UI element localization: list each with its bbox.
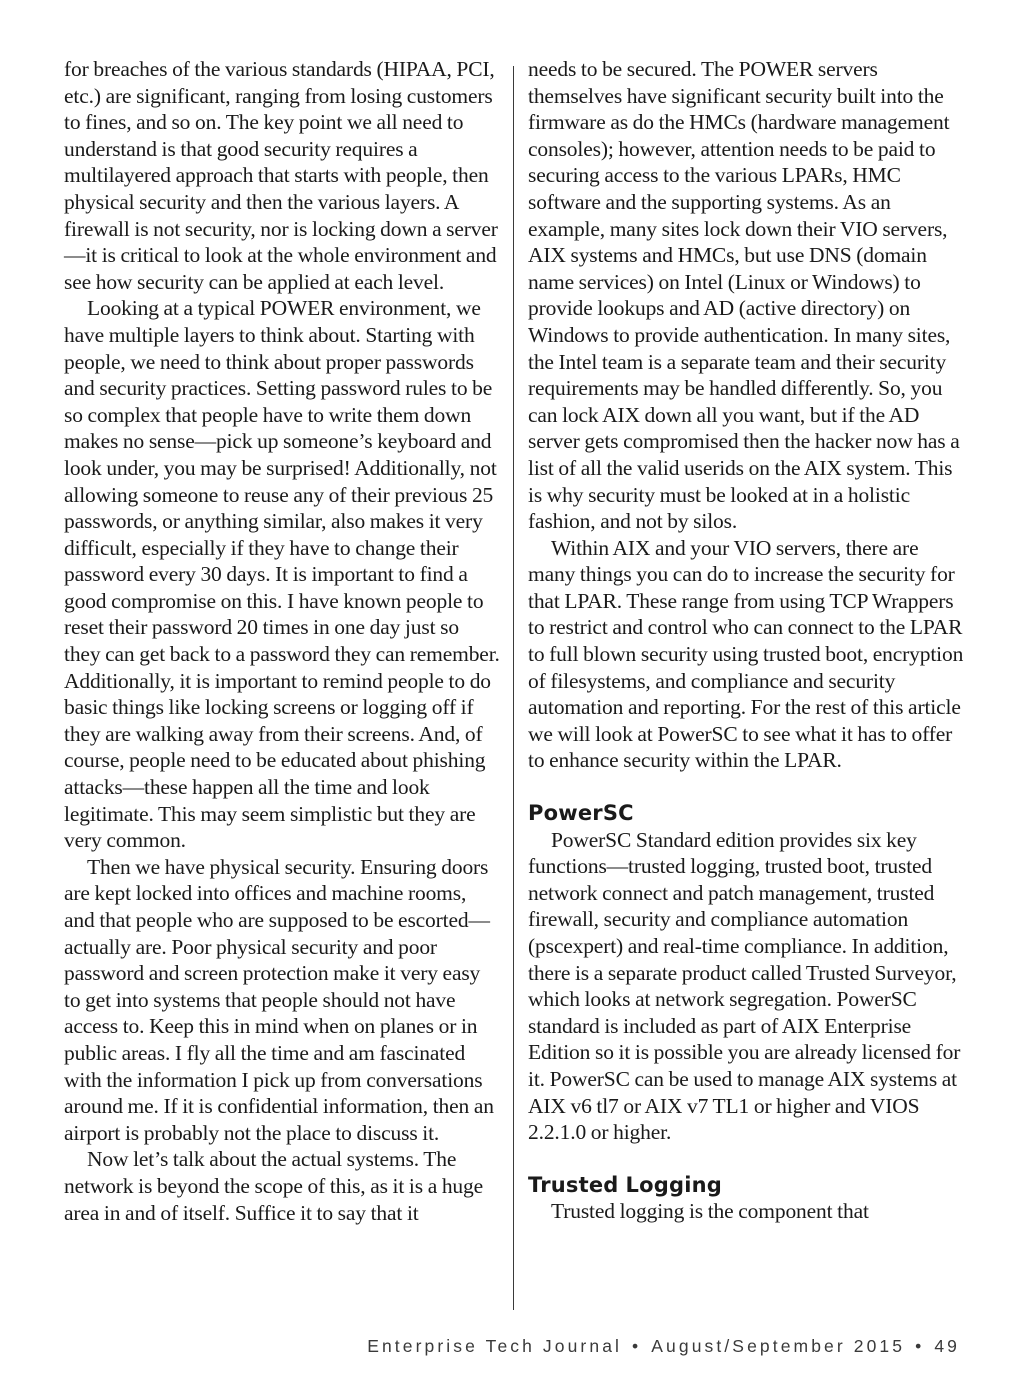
body-paragraph: Now let’s talk about the actual systems. The network is beyond the scope of this, as it is a huge area in and of itself. Suffice it to say that it xyxy=(64,1147,484,1225)
bullet-separator: • xyxy=(632,1336,642,1356)
left-column xyxy=(64,56,500,1226)
bullet-separator: • xyxy=(915,1336,925,1356)
right-column xyxy=(528,56,970,1225)
section-heading-trusted-logging: Trusted Logging xyxy=(528,1172,723,1197)
column-divider xyxy=(513,66,514,1310)
body-paragraph: Within AIX and your VIO servers, there are many things you can do to increase the security for that LPAR. These range from using TCP Wrappers to restrict and control who can connect to the LPAR to full blown security using trusted boot, encryption of filesystems, and compliance and security automation and reporting. For the rest of this article we will look at PowerSC to see what it has to offer to enhance security within the LPAR. xyxy=(528,535,964,773)
body-paragraph: Then we have physical security. Ensuring doors are kept locked into offices and machine rooms, and that people who are supposed to be escorted—actually are. Poor physical security and poor password and screen protection make it very easy to get into systems that people should not have access to. Keep this in mind when on planes or in public areas. I fly all the time and am fascinated with the information I pick up from conversations around me. If it is confidential information, then an airport is probably not the place to discuss it. xyxy=(64,854,494,1145)
section-spacer xyxy=(528,1146,970,1172)
body-paragraph: PowerSC Standard edition provides six key functions—trusted logging, trusted boot, trusted network connect and patch management, trusted firewall, security and compliance automation (pscexpert) and real-time compliance. In addition, there is a separate product called Trusted Surveyor, which looks at network segregation. PowerSC standard is included as part of AIX Enterprise Edition so it is possible you are already licensed for it. PowerSC can be used to manage AIX systems at AIX v6 tl7 or AIX v7 TL1 or higher and VIOS 2.2.1.0 or higher. xyxy=(528,827,961,1145)
body-paragraph: needs to be secured. The POWER servers themselves have significant security built into the firmware as do the HMCs (hardware management consoles); however, attention needs to be paid to securing access to the various LPARs, HMC software and the supporting systems. As an example, many sites lock down their VIO servers, AIX systems and HMCs, but use DNS (domain name services) on Intel (Linux or Windows) to provide lookups and AD (active directory) on Windows to provide authentication. In many sites, the Intel team is a separate team and their security requirements may be handled differently. So, you can lock AIX down all you want, but if the AD server gets compromised then the hacker now has a list of all the valid userids on the AIX system. This is why security must be looked at in a holistic fashion, and not by silos. xyxy=(528,57,960,534)
body-paragraph: Trusted logging is the component that xyxy=(551,1199,869,1224)
section-heading-powersc: PowerSC xyxy=(528,801,634,826)
page-footer xyxy=(367,1336,960,1357)
section-spacer xyxy=(528,774,970,800)
publication-name: Enterprise Tech Journal xyxy=(367,1336,623,1356)
issue-date: August/September 2015 xyxy=(651,1336,906,1356)
body-paragraph: for breaches of the various standards (HIPAA, PCI, etc.) are significant, ranging from losing customers to fines, and so on. The key point we all need to understand is that good security requires a multilayered approach that starts with people, then physical security and then the various layers. A firewall is not security, nor is locking down a server—it is critical to look at the whole environment and see how security can be applied at each level. xyxy=(64,57,498,294)
page-number: 49 xyxy=(934,1336,960,1356)
body-paragraph: Looking at a typical POWER environment, we have multiple layers to think about. Starting with people, we need to think about proper passwords and security practices. Setting password rules to be so complex that people have to write them down makes no sense—pick up someone’s keyboard and look under, you may be surprised! Additionally, not allowing someone to reuse any of their previous 25 passwords, or anything similar, also makes it very difficult, especially if they have to change their password every 30 days. It is important to find a good compromise on this. I have known people to reset their password 20 times in one day just so they can get back to a password they can remember. Additionally, it is important to remind people to do basic things like locking screens or logging off if they are walking away from their screens. And, of course, people need to be educated about phishing attacks—these happen all the time and look legitimate. This may seem simplistic but they are very common. xyxy=(64,296,500,853)
